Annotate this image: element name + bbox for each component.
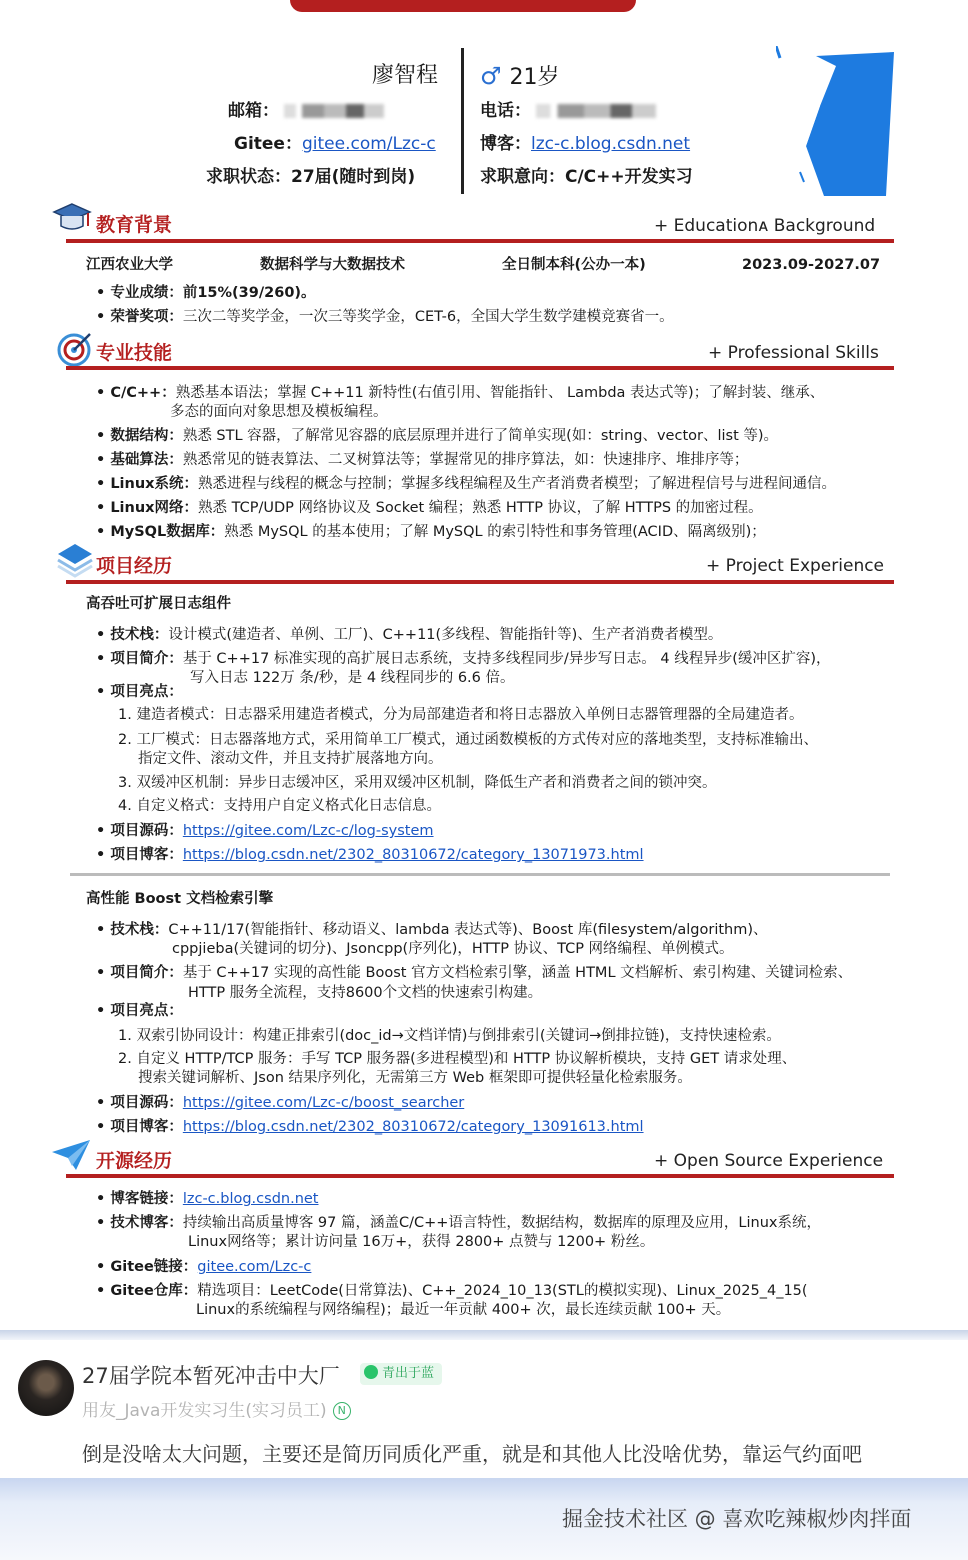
email-label: 邮箱： bbox=[228, 101, 279, 121]
edu-period: 2023.09-2027.07 bbox=[742, 257, 881, 273]
image-bottom-edge bbox=[0, 1330, 968, 1340]
intent-row bbox=[480, 162, 693, 187]
os-tech-blog: • 技术博客：持续输出高质量博客 97 篇，涵盖C/C++语言特性，数据结构，数据库的原理及应用，Linux系统， bbox=[96, 1215, 821, 1231]
project2-blog-link[interactable]: https://blog.csdn.net/2302_80310672/category_13091613.html bbox=[182, 1119, 644, 1135]
education-en-title: + Educationᴀ Background bbox=[654, 216, 876, 236]
job-intent: 求职意向：C/C++开发实习 bbox=[480, 167, 693, 187]
blog-label: 博客： bbox=[480, 134, 531, 154]
project1-source-link[interactable]: https://gitee.com/Lzc-c/log-system bbox=[182, 823, 434, 839]
project1-hl3: 3. 双缓冲区机制：异步日志缓冲区，采用双缓冲区机制，降低生产者和消费者之间的锁冲突。 bbox=[118, 775, 717, 791]
projects-divider bbox=[66, 580, 894, 584]
project2-name: 高性能 Boost 文档检索引擎 bbox=[86, 891, 274, 907]
gitee-row bbox=[234, 129, 436, 154]
skill-mysql: • MySQL数据库：熟悉 MySQL 的基本使用；了解 MySQL 的索引特性和事务管理(ACID、隔离级别)； bbox=[96, 524, 766, 540]
opensource-title: 开源经历 bbox=[96, 1150, 173, 1172]
age: 21岁 bbox=[509, 65, 560, 90]
avatar[interactable] bbox=[18, 1360, 74, 1416]
watermark: 掘金技术社区 @ 喜欢吃辣椒炒肉拌面 bbox=[562, 1507, 912, 1531]
project2-intro: • 项目简介：基于 C++17 实现的高性能 Boost 官方文档检索引擎，涵盖 HTML 文档解析、索引构建、关键词检索、 bbox=[96, 965, 853, 981]
project2-stack-cont: cppjieba(关键词的切分)、Jsoncpp(序列化)，HTTP 协议、TCP 网络编程、单例模式。 bbox=[172, 941, 734, 957]
comment-user-title: 用友_Java开发实习生(实习员工) N bbox=[82, 1396, 351, 1421]
project2-highlights-label: • 项目亮点： bbox=[96, 1003, 183, 1019]
project2-source: • 项目源码：https://gitee.com/Lzc-c/boost_searcher bbox=[96, 1095, 465, 1111]
phone-redacted bbox=[536, 104, 656, 118]
opensource-en-title: + Open Source Experience bbox=[654, 1151, 884, 1171]
os-blog-link[interactable]: lzc-c.blog.csdn.net bbox=[182, 1191, 319, 1207]
badge-icon bbox=[364, 1365, 378, 1379]
os-blog-link-row: • 博客链接：lzc-c.blog.csdn.net bbox=[96, 1191, 319, 1207]
top-tab-decoration bbox=[290, 0, 636, 12]
status-row bbox=[206, 162, 415, 187]
skills-en-title: + Professional Skills bbox=[708, 343, 879, 363]
edu-degree: 全日制本科(公办一本) bbox=[502, 257, 646, 273]
skills-divider bbox=[66, 366, 894, 370]
edu-major: 数据科学与大数据技术 bbox=[260, 257, 405, 273]
project1-hl4: 4. 自定义格式：支持用户自定义格式化日志信息。 bbox=[118, 798, 441, 814]
target-icon bbox=[56, 330, 94, 368]
project1-blog: • 项目博客：https://blog.csdn.net/2302_80310672/category_13071973.html bbox=[96, 847, 644, 863]
header-divider bbox=[461, 48, 464, 194]
redacted-photo bbox=[776, 46, 894, 196]
edu-grade: • 专业成绩：前15%(39/260)。 bbox=[96, 285, 316, 301]
project2-stack: • 技术栈：C++11/17(智能指针、移动语义、lambda 表达式等)、Boost 库(filesystem/algorithm)、 bbox=[96, 922, 768, 938]
comment-text: 倒是没啥太大问题，主要还是简历同质化严重，就是和其他人比没啥优势，靠运气约面吧 bbox=[82, 1442, 862, 1466]
gender-age-row bbox=[480, 60, 560, 91]
edu-school: 江西农业大学 bbox=[86, 257, 173, 273]
project1-highlights-label: • 项目亮点： bbox=[96, 684, 183, 700]
project1-hl2: 2. 工厂模式：日志器落地方式，采用简单工厂模式，通过函数模板的方式传对应的落地类型，支持标准输出、 bbox=[118, 732, 818, 748]
project2-hl2-cont: 搜索关键词解析、Json 结果序列化，无需第三方 Web 框架即可提供轻量化检索服务。 bbox=[138, 1070, 692, 1086]
skill-ds: • 数据结构：熟悉 STL 容器，了解常见容器的底层原理并进行了简单实现(如：string、vector、list 等)。 bbox=[96, 428, 779, 444]
os-gitee-repo: • Gitee仓库：精选项目：LeetCode(日常算法)、C++_2024_10_13(STL的模拟实现)、Linux_2025_4_15( bbox=[96, 1283, 808, 1299]
os-gitee-link[interactable]: gitee.com/Lzc-c bbox=[197, 1259, 312, 1275]
email-redacted bbox=[284, 104, 384, 118]
project1-hl2-cont: 指定文件、滚动文件，并且支持扩展落地方向。 bbox=[138, 751, 443, 767]
blog-link[interactable]: lzc-c.blog.csdn.net bbox=[531, 134, 691, 154]
project2-hl2: 2. 自定义 HTTP/TCP 服务：手写 TCP 服务器(多进程模型)和 HTTP 协议解析模块，支持 GET 请求处理、 bbox=[118, 1051, 797, 1067]
os-tech-blog-cont: Linux网络等；累计访问量 16万+，获得 2800+ 点赞与 1200+ 粉丝。 bbox=[188, 1234, 655, 1250]
edu-honors: • 荣誉奖项：三次二等奖学金，一次三等奖学金，CET-6，全国大学生数学建模竞赛省一。 bbox=[96, 309, 674, 325]
project1-source: • 项目源码：https://gitee.com/Lzc-c/log-system bbox=[96, 823, 434, 839]
project1-name: 高吞吐可扩展日志组件 bbox=[86, 596, 231, 612]
layers-icon bbox=[56, 542, 94, 578]
os-gitee-link-row: • Gitee链接：gitee.com/Lzc-c bbox=[96, 1259, 312, 1275]
skill-algo: • 基础算法：熟悉常见的链表算法、二叉树算法等；掌握常见的排序算法，如：快速排序、堆排序等； bbox=[96, 452, 749, 468]
projects-en-title: + Project Experience bbox=[706, 556, 885, 576]
skill-cpp-cont: 多态的面向对象思想及模板编程。 bbox=[170, 404, 388, 420]
project1-stack: • 技术栈：设计模式(建造者、单例、工厂)、C++11(多线程、智能指针等)、生产者消费者模型。 bbox=[96, 627, 723, 643]
project1-blog-link[interactable]: https://blog.csdn.net/2302_80310672/category_13071973.html bbox=[182, 847, 644, 863]
phone-row bbox=[480, 96, 656, 121]
verified-n-icon: N bbox=[333, 1402, 351, 1420]
education-divider bbox=[66, 239, 894, 243]
job-status: 求职状态：27届(随时到岗) bbox=[206, 167, 416, 187]
graduation-cap-icon bbox=[52, 200, 92, 236]
os-gitee-repo-cont: Linux的系统编程与网络编程)；最近一年贡献 400+ 次，最长连续贡献 100+ 天。 bbox=[196, 1302, 731, 1318]
paper-plane-icon bbox=[50, 1138, 92, 1172]
project1-hl1: 1. 建造者模式：日志器采用建造者模式，分为局部建造者和将日志器放入单例日志器管理器的全局建造者。 bbox=[118, 707, 804, 723]
skill-linux-sys: • Linux系统：熟悉进程与线程的概念与控制；掌握多线程编程及生产者消费者模型；了解进程信号与进程间通信。 bbox=[96, 476, 837, 492]
opensource-divider bbox=[66, 1174, 894, 1178]
project2-source-link[interactable]: https://gitee.com/Lzc-c/boost_searcher bbox=[182, 1095, 465, 1111]
email-row bbox=[228, 96, 384, 121]
skills-title: 专业技能 bbox=[96, 342, 173, 364]
skill-linux-net: • Linux网络：熟悉 TCP/UDP 网络协议及 Socket 编程；熟悉 HTTP 协议，了解 HTTPS 的加密过程。 bbox=[96, 500, 763, 516]
project-separator bbox=[70, 873, 890, 876]
project2-intro-cont: HTTP 服务全流程，支持8600个文档的快速索引构建。 bbox=[188, 985, 543, 1001]
candidate-name: 廖智程 bbox=[372, 63, 439, 88]
level-badge: 青出于蓝 bbox=[360, 1363, 442, 1385]
gitee-label: Gitee： bbox=[234, 134, 302, 154]
gitee-link[interactable]: gitee.com/Lzc-c bbox=[301, 134, 436, 154]
project1-intro: • 项目简介：基于 C++17 标准实现的高扩展日志系统，支持多线程同步/异步写日志。 4 线程异步(缓冲区扩容)， bbox=[96, 651, 831, 667]
phone-label: 电话： bbox=[480, 101, 531, 121]
blog-row bbox=[480, 129, 690, 154]
education-title: 教育背景 bbox=[96, 214, 173, 236]
skill-cpp: • C/C++：熟悉基本语法；掌握 C++11 新特性(右值引用、智能指针、 Lambda 表达式等)；了解封装、继承、 bbox=[96, 385, 825, 401]
comment-username[interactable]: 27届学院本暂死冲击中大厂 bbox=[82, 1364, 340, 1388]
project2-hl1: 1. 双索引协同设计：构建正排索引(doc_id→文档详情)与倒排索引(关键词→倒排拉链)，支持快速检索。 bbox=[118, 1028, 781, 1044]
project2-blog: • 项目博客：https://blog.csdn.net/2302_80310672/category_13091613.html bbox=[96, 1119, 644, 1135]
projects-title: 项目经历 bbox=[96, 555, 173, 577]
male-icon: ♂ bbox=[480, 62, 502, 90]
project1-intro-cont: 写入日志 122万 条/秒，是 4 线程同步的 6.6 倍。 bbox=[190, 670, 515, 686]
